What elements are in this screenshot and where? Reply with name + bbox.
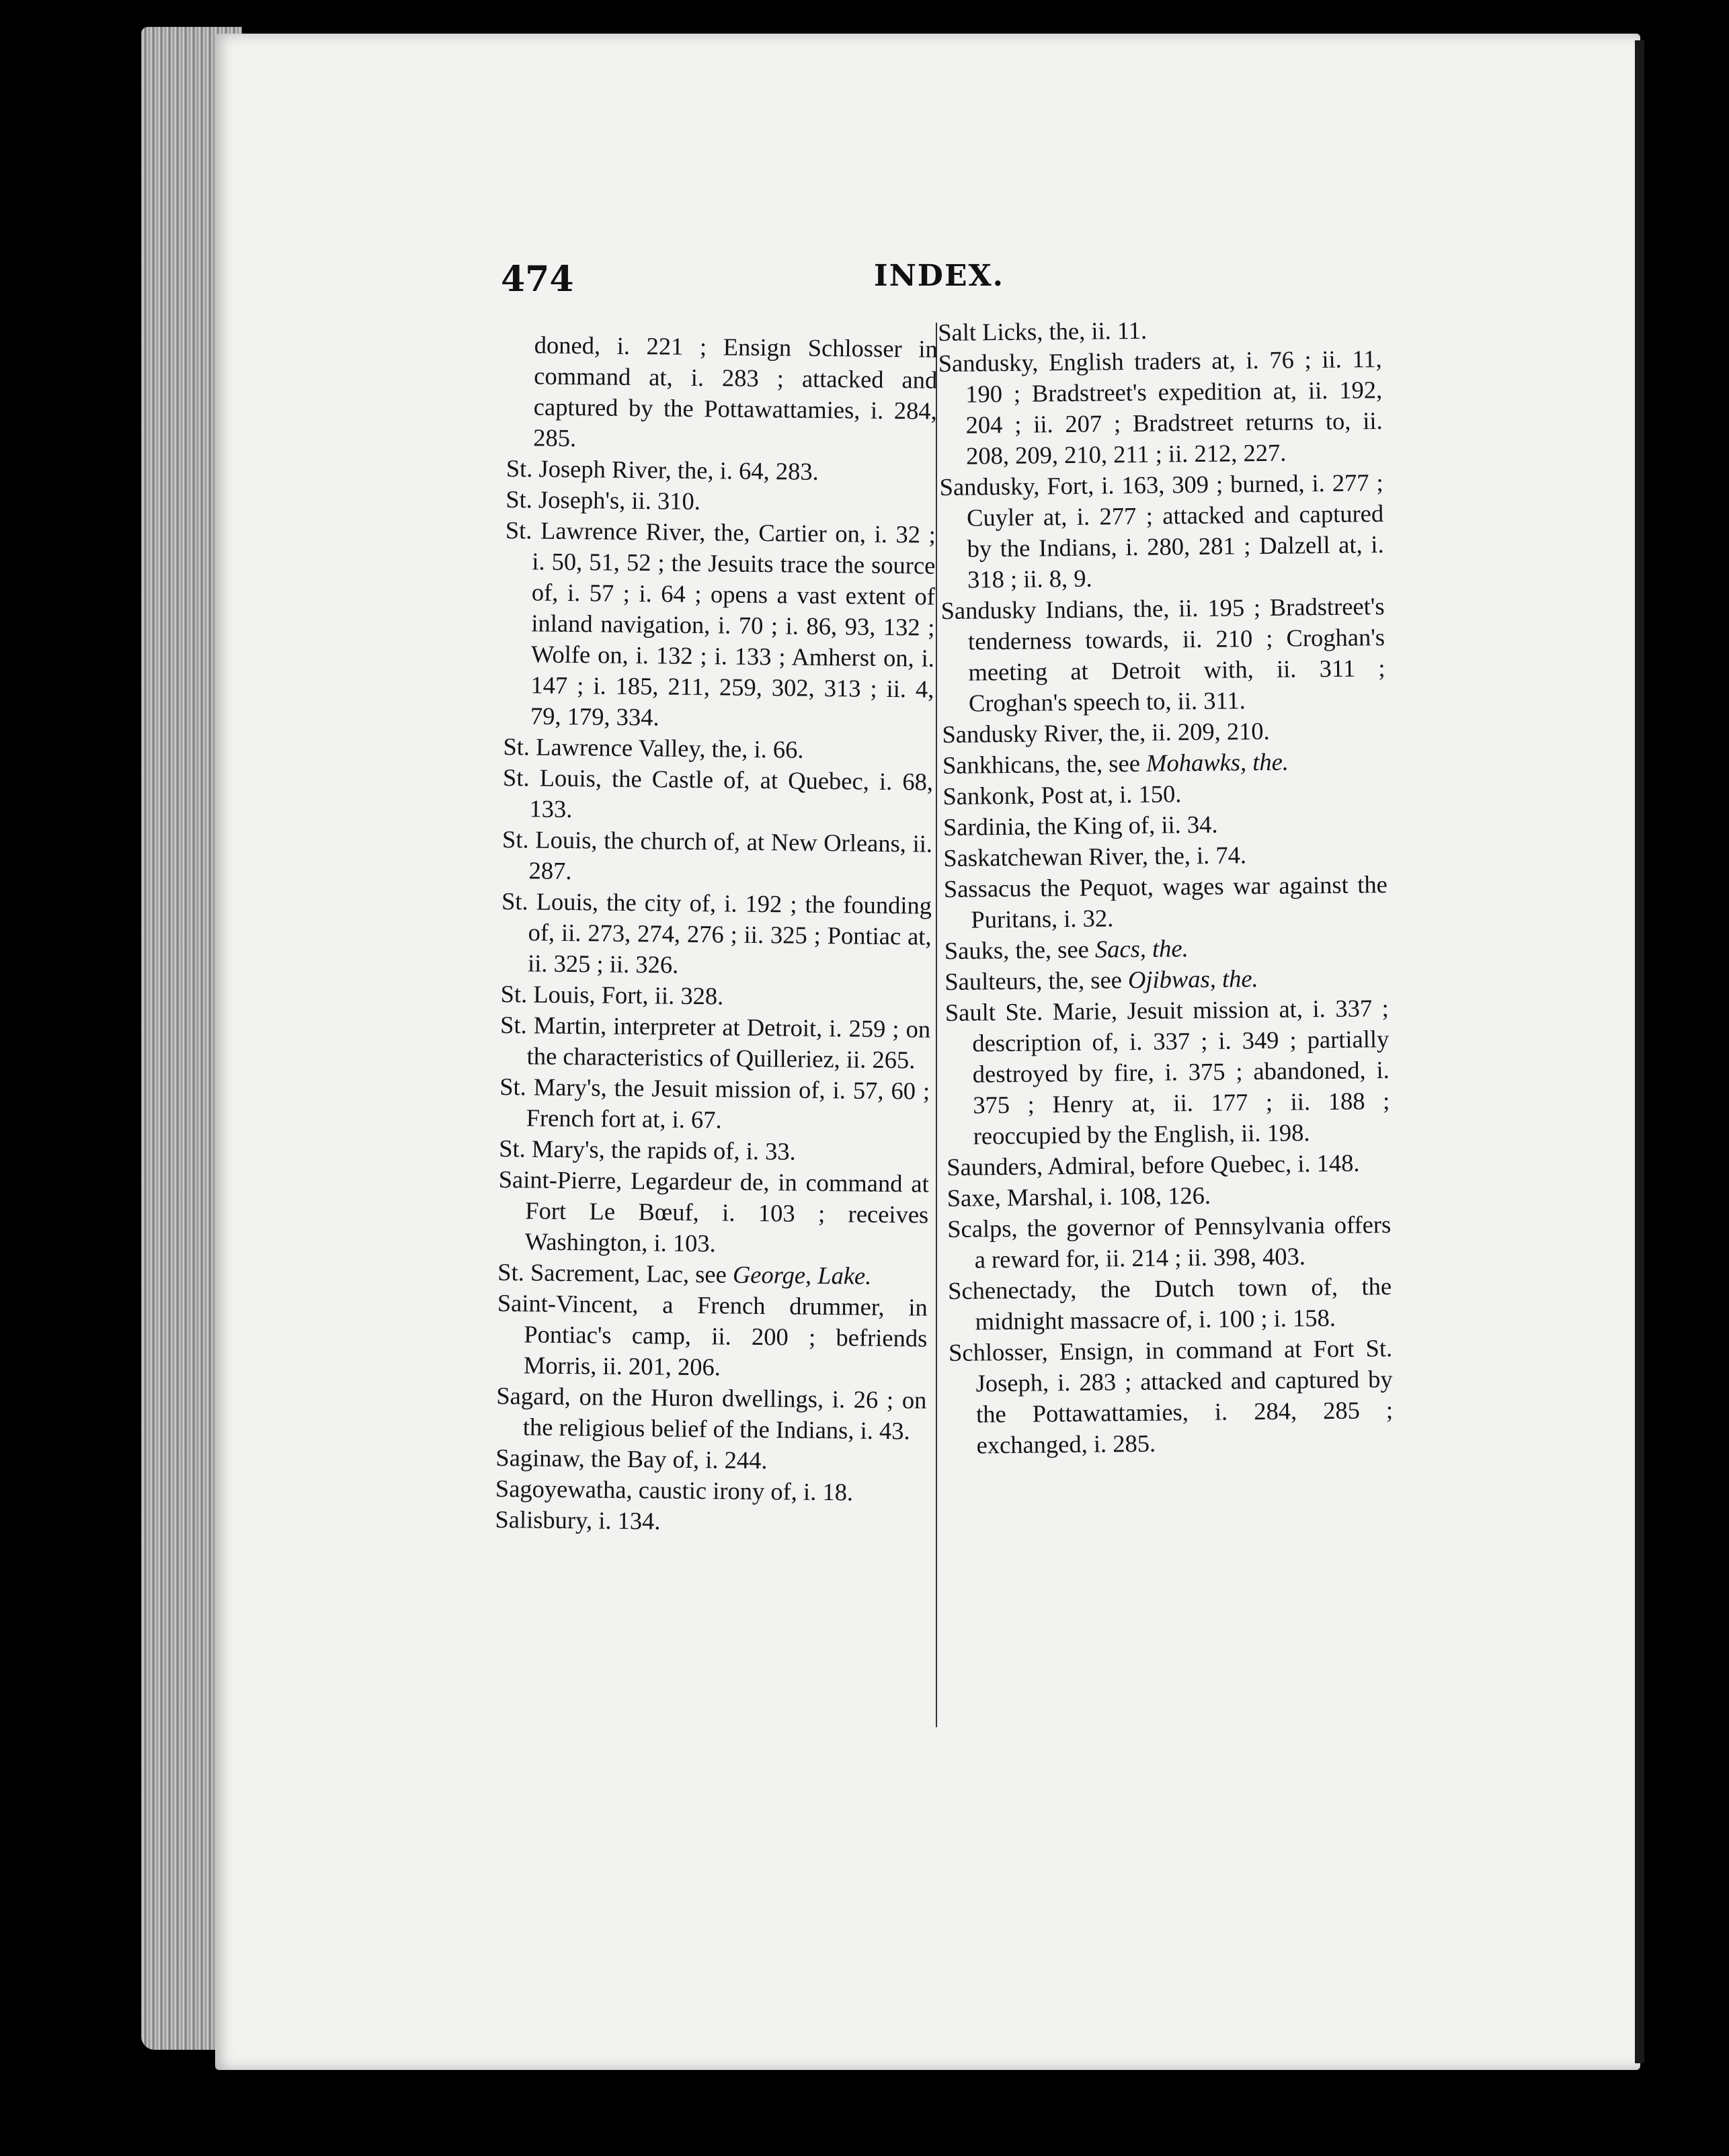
index-entry-text: Sandusky, Fort, i. 163, 309 ; burned, i. 277 ; Cuyler at, i. 277 ; attacked and captured by the Indians, i. 280, 281 ; Dalzell at, i. 318 ; ii. 8, 9. — [939, 468, 1384, 593]
index-entry-text: Saint-Vincent, a French drummer, in Pontiac's camp, ii. 200 ; befriends Morris, ii. 201, 206. — [497, 1288, 928, 1381]
index-entry — [501, 824, 932, 890]
page-header — [501, 259, 1004, 306]
index-entry-text: Sardinia, the King of, ii. 34. — [942, 810, 1218, 841]
index-entry-text: St. Louis, Fort, ii. 328. — [500, 979, 724, 1010]
index-entry-text: St. Lawrence River, the, Cartier on, i. 32 ; i. 50, 51, 52 ; the Jesuits trace the source of, i. 57 ; i. 64 ; opens a vast extent of inland navigation, i. 70 ; i. 86, 93, 132 ; Wolfe on, i. 132 ; i. 133 ; Amherst on, i. 147 ; i. 185, 211, 259, 302, 313 ; ii. 4, 79, 179, 334. — [505, 515, 936, 731]
index-entry-text: St. Louis, the city of, i. 192 ; the founding of, ii. 273, 274, 276 ; ii. 325 ; Pontiac at, ii. 325 ; ii. 326. — [501, 886, 932, 979]
index-entry — [944, 869, 1388, 936]
index-entry-text: Saulteurs, the, see — [944, 966, 1129, 995]
index-entry — [495, 1473, 926, 1509]
index-entry-text: Sassacus the Pequot, wages war against the Puritans, i. 32. — [943, 870, 1388, 934]
index-entry-text: St. Joseph River, the, i. 64, 283. — [506, 454, 819, 485]
index-entry-text: St. Sacrement, Lac, see — [497, 1257, 733, 1288]
index-entry — [498, 1164, 929, 1261]
index-entry-text: St. Mary's, the Jesuit mission of, i. 57, 60 ; French fort at, i. 67. — [499, 1072, 930, 1134]
index-entry — [942, 714, 1385, 750]
index-entry — [501, 886, 932, 983]
index-entry-text: St. Louis, the Castle of, at Quebec, i. 68, 133. — [502, 763, 934, 823]
index-entry-cross-reference: Ojibwas, the. — [1127, 964, 1258, 994]
index-entry — [949, 1333, 1394, 1461]
index-entry-text: St. Martin, interpreter at Detroit, i. 259 ; on the characteristics of Quilleriez, ii. 265. — [499, 1010, 931, 1074]
index-entry — [944, 931, 1388, 966]
index-entry — [506, 453, 936, 489]
index-entry — [939, 467, 1384, 595]
index-entry — [496, 1380, 927, 1447]
index-entry-text: Scalps, the governor of Pennsylvania offers a reward for, ii. 214 ; ii. 398, 403. — [947, 1210, 1392, 1274]
index-entry — [503, 731, 933, 767]
index-entry-cross-reference: George, Lake. — [732, 1260, 872, 1290]
index-entry — [947, 1209, 1392, 1276]
index-entry — [499, 1133, 929, 1169]
index-entry-text: St. Louis, the church of, at New Orleans, ii. 287. — [501, 825, 933, 885]
index-entry-text: Saskatchewan River, the, i. 74. — [943, 841, 1247, 872]
index-entry — [495, 1504, 925, 1540]
column-divider — [936, 323, 937, 1727]
index-entry — [945, 993, 1390, 1152]
index-entry — [943, 807, 1387, 843]
index-entry-text: Sauks, the, see — [944, 935, 1096, 964]
index-entry — [499, 1009, 930, 1076]
index-entry — [947, 1147, 1390, 1183]
index-entry — [948, 1271, 1392, 1337]
index-entry-text: St. Mary's, the rapids of, i. 33. — [499, 1134, 796, 1165]
index-entry — [944, 962, 1388, 997]
index-entry-text: Schlosser, Ensign, in command at Fort St. Joseph, i. 283 ; attacked and captured by the Pottawattamies, i. 284, 285 ; exchanged, i. 285. — [948, 1334, 1394, 1459]
index-entry — [947, 1178, 1390, 1214]
index-entry — [506, 329, 938, 458]
index-entry — [940, 591, 1385, 719]
index-entry — [495, 1442, 926, 1478]
gutter-shadow — [1635, 40, 1644, 2063]
index-column-left — [495, 329, 938, 1540]
index-entry-text: Sankhicans, the, see — [942, 749, 1147, 779]
index-column-right — [938, 313, 1394, 1461]
index-entry — [942, 776, 1386, 812]
index-entry-text: Saginaw, the Bay of, i. 244. — [495, 1443, 768, 1475]
index-entry-text: Sault Ste. Marie, Jesuit mission at, i. 337 ; description of, i. 337 ; i. 349 ; partially destroyed by fire, i. 375 ; abandoned, i. 375 ; Henry at, ii. 177 ; ii. 188 ; reoccupied by the English, ii. 198. — [944, 994, 1390, 1150]
index-entry — [943, 838, 1387, 874]
index-entry-text: Saint-Pierre, Legardeur de, in command at Fort Le Bœuf, i. 103 ; receives Washington, i. 103. — [498, 1165, 929, 1257]
index-entry-text: doned, i. 221 ; Ensign Schlosser in command at, i. 283 ; attacked and captured by the Pottawattamies, i. 284, 285. — [533, 331, 938, 452]
index-entry-text: Sandusky, English traders at, i. 76 ; ii. 11, 190 ; Bradstreet's expedition at, ii. 192, 204 ; ii. 207 ; Bradstreet returns to, ii. 208, 209, 210, 211 ; ii. 212, 227. — [938, 345, 1383, 470]
page-number: 474 — [501, 259, 574, 300]
index-entry — [497, 1288, 928, 1385]
index-entry — [506, 484, 936, 520]
index-entry — [938, 313, 1381, 348]
index-entry-text: Schenectady, the Dutch town of, the midnight massacre of, i. 100 ; i. 158. — [947, 1272, 1392, 1335]
index-entry-text: Sandusky Indians, the, ii. 195 ; Bradstreet's tenderness towards, ii. 210 ; Croghan's meeting at Detroit with, ii. 311 ; Croghan's speech to, ii. 311. — [940, 592, 1385, 717]
index-entry-text: Saunders, Admiral, before Quebec, i. 148. — [947, 1149, 1360, 1181]
index-entry — [500, 979, 930, 1014]
index-entry-text: Sankonk, Post at, i. 150. — [942, 780, 1182, 810]
index-entry — [502, 762, 933, 829]
index-entry — [497, 1257, 928, 1292]
index-entry-text: Saxe, Marshal, i. 108, 126. — [947, 1181, 1211, 1212]
index-entry — [938, 343, 1383, 472]
index-entry-text: Sagard, on the Huron dwellings, i. 26 ; on the religious belief of the Indians, i. 43. — [496, 1381, 927, 1445]
index-entry-text: Salt Licks, the, ii. 11. — [938, 316, 1148, 346]
index-entry — [504, 515, 936, 736]
index-entry-text: Sandusky River, the, ii. 209, 210. — [942, 716, 1270, 748]
index-entry-cross-reference: Sacs, the. — [1094, 934, 1189, 963]
running-head: INDEX. — [874, 259, 1004, 293]
index-entry-cross-reference: Mohawks, the. — [1145, 747, 1289, 777]
index-entry — [942, 745, 1386, 781]
index-entry-text: Salisbury, i. 134. — [495, 1505, 661, 1535]
index-entry-text: St. Joseph's, ii. 310. — [506, 485, 701, 515]
index-entry — [499, 1071, 930, 1138]
index-entry-text: St. Lawrence Valley, the, i. 66. — [503, 732, 804, 763]
index-entry-text: Sagoyewatha, caustic irony of, i. 18. — [495, 1474, 854, 1506]
